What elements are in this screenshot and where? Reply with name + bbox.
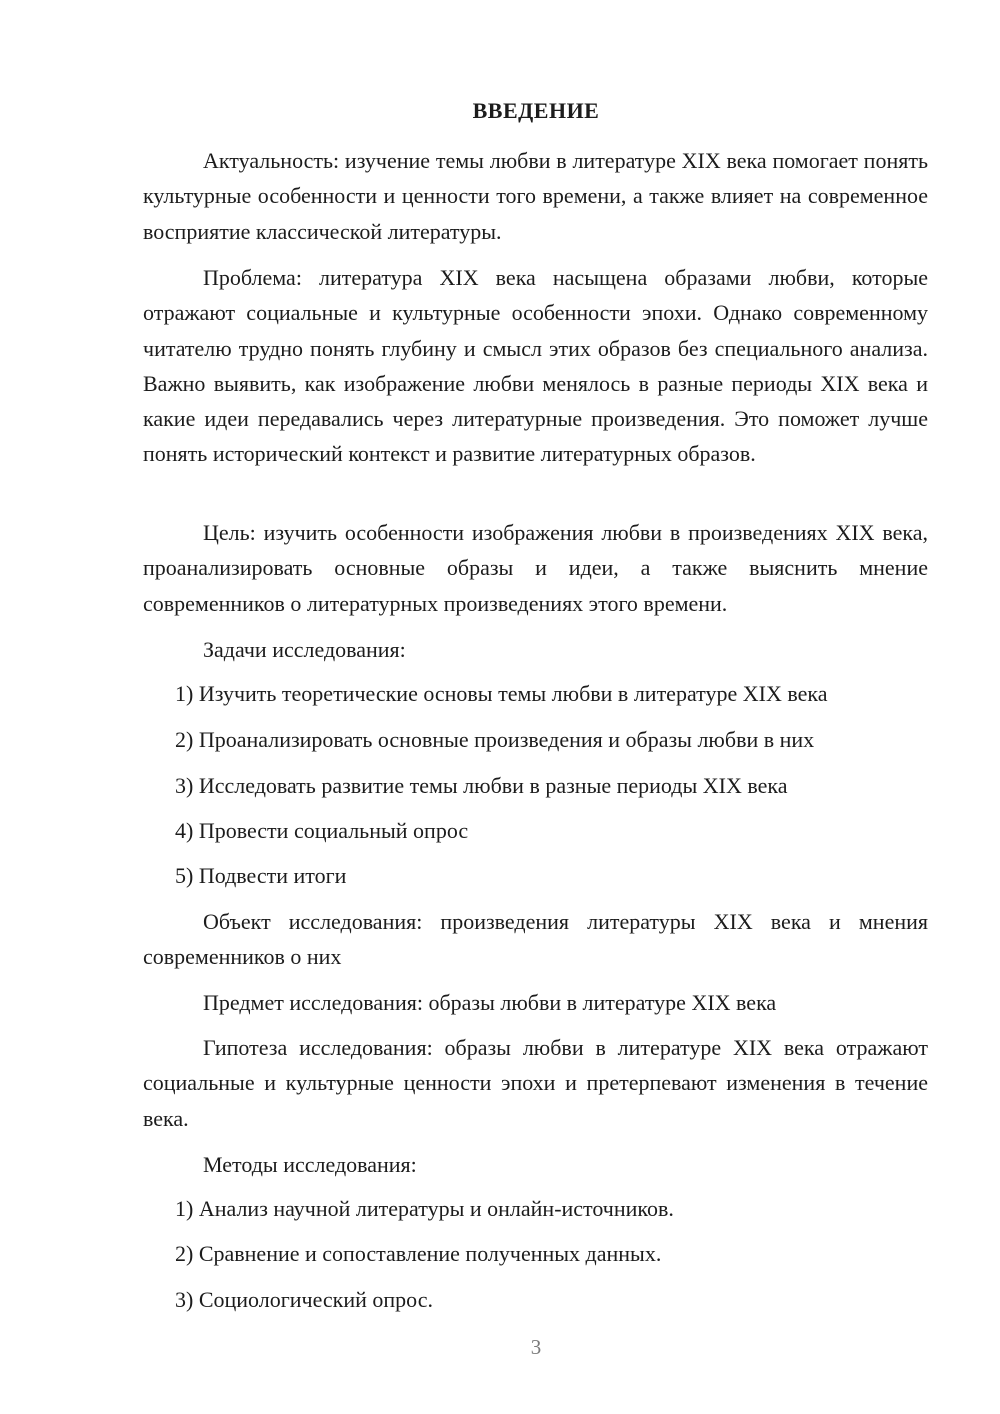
method-item: 2) Сравнение и сопоставление полученных данных.: [175, 1241, 662, 1266]
paragraph-hypothesis: Гипотеза исследования: образы любви в литературе XIX века отражают социальные и культурные ценности эпохи и претерпевают изменения в течение века.: [143, 1035, 928, 1131]
task-item: 5) Подвести итоги: [175, 863, 347, 888]
paragraph-object: Объект исследования: произведения литературы XIX века и мнения современников о них: [143, 909, 928, 970]
paragraph-goal: Цель: изучить особенности изображения любви в произведениях XIX века, проанализировать основные образы и идеи, а также выяснить мнение современников о литературных произведениях этого времени.: [143, 520, 928, 616]
paragraph-relevance: Актуальность: изучение темы любви в литературе XIX века помогает понять культурные особенности и ценности того времени, а также влияет на современное восприятие классической литературы.: [143, 148, 928, 244]
task-item: 2) Проанализировать основные произведения и образы любви в них: [175, 727, 815, 752]
task-item: 1) Изучить теоретические основы темы любви в литературе XIX века: [175, 681, 828, 706]
paragraph-problem: Проблема: литература XIX века насыщена образами любви, которые отражают социальные и культурные особенности эпохи. Однако современному читателю трудно понять глубину и смысл этих образов без специального анализа. Важно выявить, как изображение любви менялось в разные периоды XIX века и какие идеи передавались через литературные произведения. Это поможет лучше понять исторический контекст и развитие литературных образов.: [143, 265, 928, 467]
paragraph-subject: Предмет исследования: образы любви в литературе XIX века: [203, 990, 777, 1015]
task-item: 4) Провести социальный опрос: [175, 818, 469, 843]
method-item: 3) Социологический опрос.: [175, 1287, 433, 1312]
page-number: 3: [530, 1335, 542, 1359]
task-item: 3) Исследовать развитие темы любви в разные периоды XIX века: [175, 773, 788, 798]
methods-heading: Методы исследования:: [203, 1152, 417, 1177]
tasks-heading: Задачи исследования:: [203, 637, 406, 662]
method-item: 1) Анализ научной литературы и онлайн-источников.: [175, 1196, 674, 1221]
page-title: ВВЕДЕНИЕ: [472, 98, 600, 123]
